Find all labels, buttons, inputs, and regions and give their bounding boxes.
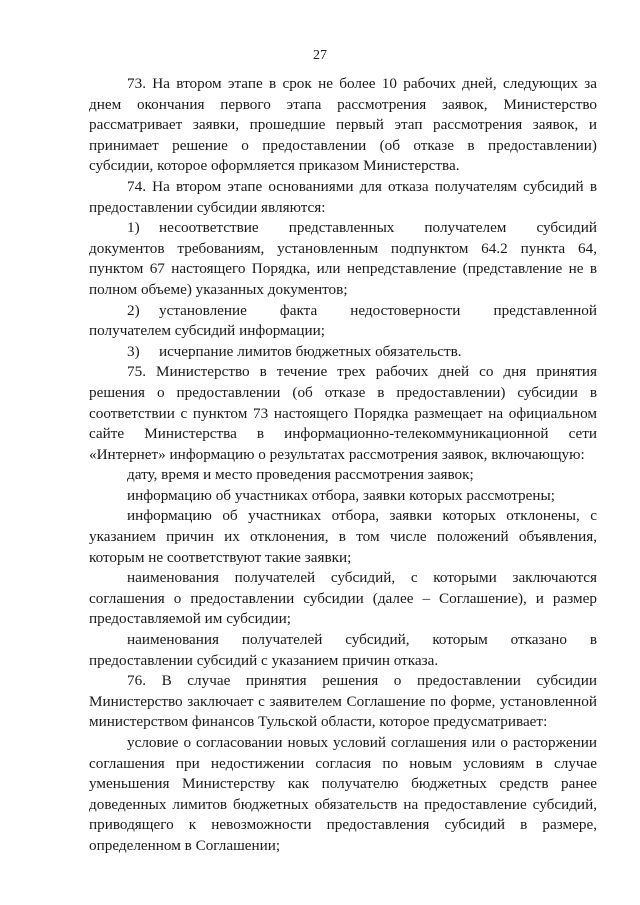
list-item-text: несоответствие представленных получателем субсидий [159, 219, 597, 237]
list-item-continuation: получателем субсидий информации; [89, 322, 325, 340]
list-item-text: установление факта недостоверности представленной [159, 301, 597, 319]
list-item-number: 2) [127, 301, 140, 319]
list-item-number: 1) [127, 219, 140, 237]
list-item [89, 342, 597, 363]
list-item-continuation: документов требованиям, установленным подпунктом 64.2 пункта 64, пунктом 67 настоящего Порядка, или непредставление (представление не в полном объеме) указанных документов; [89, 239, 597, 298]
page-number: 27 [313, 48, 327, 63]
list-item [89, 301, 597, 322]
list-item [89, 218, 597, 239]
paragraph-76-item: условие о согласовании новых условий соглашения или о расторжении соглашения при недостижении согласия по новым условиям в случае уменьшения Министерству как получателю бюджетных средств ранее доведенных лимитов бюджетных обязательств на предоставление субсидий, приводящего к невозможности предоставления субсидий в размере, определенном в Соглашении; [89, 734, 597, 854]
paragraph-75-item: информацию об участниках отбора, заявки которых рассмотрены; [127, 486, 555, 504]
paragraph-75-item: наименования получателей субсидий, которым отказано в предоставлении субсидий с указанием причин отказа. [89, 631, 597, 669]
paragraph-73: 73. На втором этапе в срок не более 10 рабочих дней, следующих за днем окончания первого этапа рассмотрения заявок, Министерство рассматривает заявки, прошедшие первый этап рассмотрения заявок, и принимает решение о предоставлении (об отказе в предоставлении) субсидии, которое оформляется приказом Министерства. [89, 75, 597, 175]
paragraph-76: 76. В случае принятия решения о предоставлении субсидии Министерство заключает с заявителем Соглашение по форме, установленной министерством финансов Тульской области, которое предусматривает: [89, 672, 597, 731]
list-item-number: 3) [127, 342, 140, 360]
document-body [89, 74, 597, 857]
paragraph-75: 75. Министерство в течение трех рабочих дней со дня принятия решения о предоставлении (об отказе в предоставлении) субсидии в соответствии с пунктом 73 настоящего Порядка размещает на официальном сайте Министерства в информационно-телекоммуникационной сети «Интернет» информацию о результатах рассмотрения заявок, включающую: [89, 363, 597, 463]
paragraph-75-item: дату, время и место проведения рассмотрения заявок; [127, 466, 474, 484]
paragraph-75-item: наименования получателей субсидий, с которыми заключаются соглашения о предоставлении субсидии (далее – Соглашение), и размер предоставляемой им субсидии; [89, 569, 597, 628]
paragraph-75-item: информацию об участниках отбора, заявки которых отклонены, с указанием причин их отклонения, в том числе положений объявления, которым не соответствуют такие заявки; [89, 507, 597, 566]
list-item-text: исчерпание лимитов бюджетных обязательств. [159, 342, 462, 360]
paragraph-74: 74. На втором этапе основаниями для отказа получателям субсидий в предоставлении субсидии являются: [89, 177, 597, 216]
